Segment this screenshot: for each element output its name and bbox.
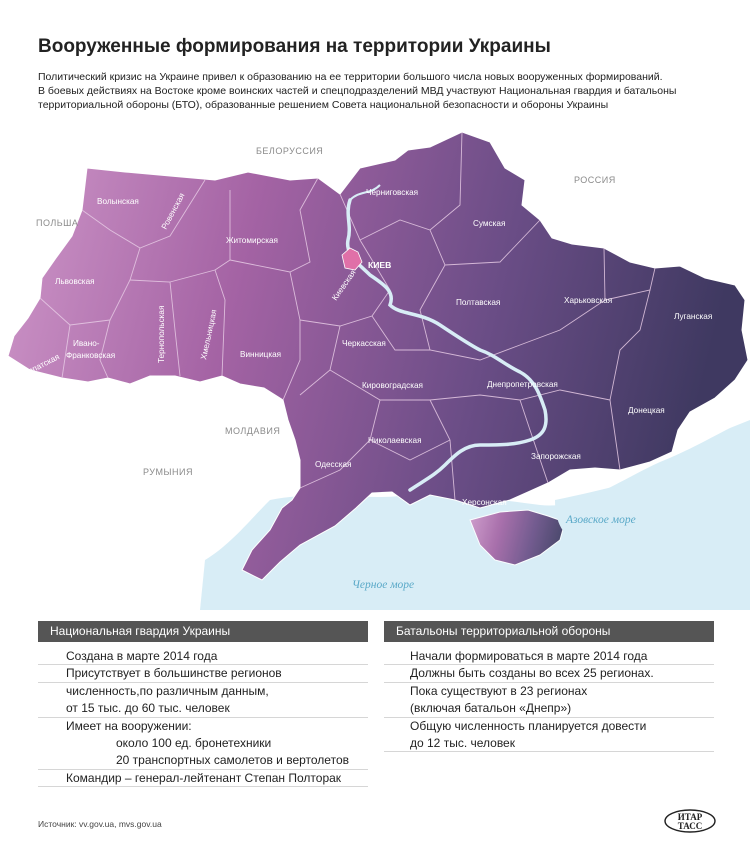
list-item: (включая батальон «Днепр») [384, 700, 714, 717]
list-item: от 15 тыс. до 60 тыс. человек [38, 700, 368, 717]
sea-azov: Азовское море [566, 514, 636, 526]
country-russia: РОССИЯ [574, 175, 616, 185]
list-item: Имеет на вооружении: [66, 718, 192, 733]
list-item: Командир – генерал-лейтенант Степан Полторак [38, 770, 368, 787]
itar-tass-logo [664, 809, 716, 833]
logo-line2: ТАСС [677, 821, 703, 831]
region-luhansk: Луганская [674, 312, 713, 321]
region-kiev-city: КИЕВ [368, 260, 392, 270]
region-ternopil: Тернопольская [157, 305, 166, 363]
region-transcarpathia: Закарпатская [10, 352, 61, 384]
country-romania: РУМЫНИЯ [143, 467, 193, 477]
region-ivano-2: Франковская [66, 351, 116, 360]
region-odesa: Одесская [315, 460, 352, 469]
national-guard-list [38, 648, 368, 787]
list-item: Начали формироваться в марте 2014 года [384, 648, 714, 665]
region-dnipro: Днепропетровская [487, 380, 558, 389]
region-kherson: Херсонская [462, 498, 507, 507]
territorial-battalions-panel [384, 621, 714, 752]
logo-line1: ИТАР [677, 812, 703, 822]
list-item: Присутствует в большинстве регионов [38, 665, 368, 682]
list-item: около 100 ед. бронетехники [116, 735, 272, 750]
intro-text [38, 70, 728, 112]
region-donetsk: Донецкая [628, 406, 665, 415]
intro-line: Политический кризис на Украине привел к образованию на ее территории большого числа новых вооруженных формирований. [38, 71, 663, 83]
region-chernihiv: Черниговская [366, 188, 419, 197]
ukraine-map [0, 130, 750, 610]
region-vinnytsia: Винницкая [240, 350, 282, 359]
list-item: численность,по различным данным, [66, 683, 269, 698]
region-cherkasy: Черкасская [342, 339, 386, 348]
territorial-battalions-header: Батальоны территориальной обороны [384, 621, 714, 642]
region-poltava: Полтавская [456, 298, 501, 307]
intro-line: территориальной обороны (БТО), образованные решением Совета национальной безопасности и обороны Украины [38, 99, 609, 111]
page-title: Вооруженные формирования на территории Украины [38, 36, 551, 57]
country-poland: ПОЛЬША [36, 218, 79, 228]
intro-line: В боевых действиях на Востоке кроме воинских частей и спецподразделений МВД участвуют Национальная гвардия и батальоны [38, 85, 677, 97]
region-zhytomyr: Житомирская [226, 236, 278, 245]
region-kirovohrad: Кировоградская [362, 381, 423, 390]
region-rivne: Ровенская [159, 191, 187, 231]
region-zaporizhzhia: Запорожская [531, 452, 581, 461]
region-ivano: Ивано- [73, 339, 100, 348]
region-lviv: Львовская [55, 277, 95, 286]
national-guard-panel [38, 621, 368, 787]
list-item: 20 транспортных самолетов и вертолетов [38, 752, 368, 769]
country-moldova: МОЛДАВИЯ [225, 426, 281, 436]
region-kharkiv: Харьковская [564, 296, 613, 305]
sea-black: Черное море [352, 579, 415, 591]
region-mykolaiv: Николаевская [368, 436, 422, 445]
list-item: до 12 тыс. человек [384, 735, 714, 752]
list-item: Пока существуют в 23 регионах [410, 683, 588, 698]
territorial-battalions-list [384, 648, 714, 752]
region-kiev-oblast: Киевская [330, 268, 358, 303]
region-chernivtsi: Черновицкая [114, 388, 165, 410]
country-belarus: БЕЛОРУССИЯ [256, 146, 324, 156]
national-guard-header: Национальная гвардия Украины [38, 621, 368, 642]
region-sumy: Сумская [473, 219, 506, 228]
list-item: Создана в марте 2014 года [38, 648, 368, 665]
region-khmelnytskyi: Хмельницкая [199, 308, 219, 361]
list-item: Должны быть созданы во всех 25 регионах. [384, 665, 714, 682]
list-item: Общую численность планируется довести [410, 718, 647, 733]
source-note: Источник: vv.gov.ua, mvs.gov.ua [38, 819, 162, 829]
region-volyn: Волынская [97, 197, 139, 206]
